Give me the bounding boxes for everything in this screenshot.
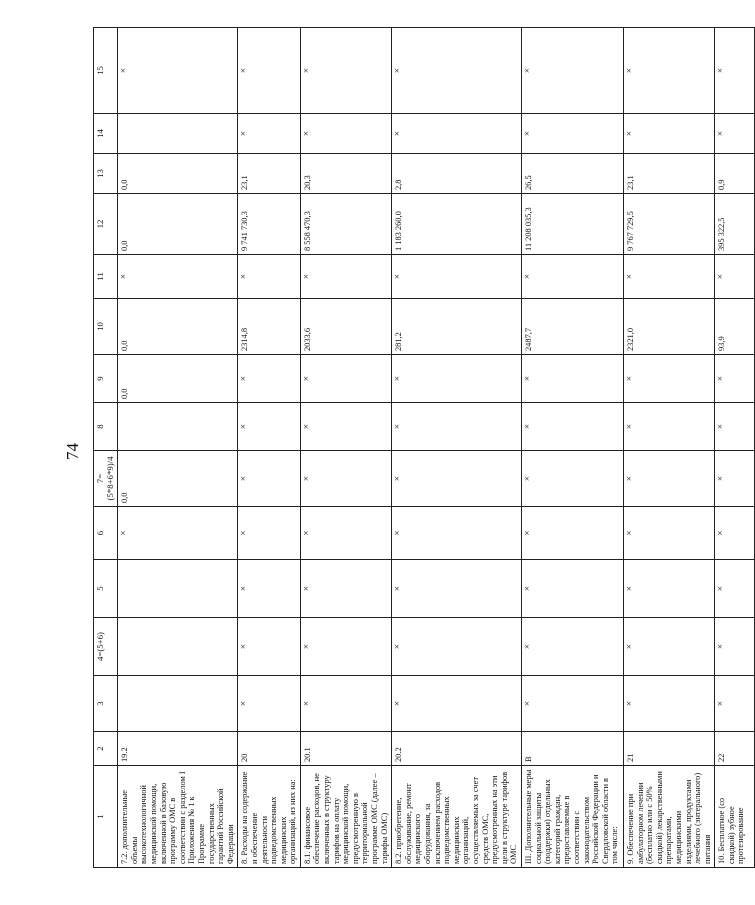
header-cell: 1 xyxy=(94,766,118,868)
row-code: 20.2 xyxy=(392,732,522,766)
cell-c12: 9 741 730,3 xyxy=(238,194,301,255)
row-description: 8.1. финансовое обеспечение расходов, не включенных в структуру тарифов на оплату медицинской помощи, предусмотренную в территориальной программе ОМС (далее – тарифы ОМС) xyxy=(300,766,391,868)
header-cell: 15 xyxy=(94,28,118,114)
header-cell: 11 xyxy=(94,255,118,299)
page-number: 74 xyxy=(63,443,82,461)
cell-c4: × xyxy=(238,618,301,676)
cell-c3: × xyxy=(238,676,301,732)
table-row xyxy=(238,28,301,868)
cell-c13: 2,8 xyxy=(392,154,522,194)
cell-c10: 281,2 xyxy=(392,299,522,355)
cell-c15: × xyxy=(300,28,391,114)
cell-c9: × xyxy=(238,355,301,403)
cell-c4: × xyxy=(392,618,522,676)
cell-c15: × xyxy=(715,28,755,114)
row-code: 21 xyxy=(623,732,714,766)
cell-c15: × xyxy=(238,28,301,114)
cell-c8: × xyxy=(623,403,714,451)
cell-c7: × xyxy=(623,451,714,507)
cell-c7: × xyxy=(715,451,755,507)
cell-c9: × xyxy=(623,355,714,403)
cell-c10: 0,0 xyxy=(118,299,238,355)
cell-c14: × xyxy=(300,114,391,154)
row-code: 19.2 xyxy=(118,732,238,766)
cell-c11: × xyxy=(521,255,623,299)
header-cell: 4=(5+6) xyxy=(94,618,118,676)
cell-c14 xyxy=(118,114,238,154)
cell-c13: 26,5 xyxy=(521,154,623,194)
cell-c5: × xyxy=(715,560,755,618)
header-cell: 13 xyxy=(94,154,118,194)
cell-c6: × xyxy=(392,507,522,560)
cell-c10: 93,9 xyxy=(715,299,755,355)
header-cell: 3 xyxy=(94,676,118,732)
cell-c9: 0,0 xyxy=(118,355,238,403)
cell-c14: × xyxy=(623,114,714,154)
cell-c8 xyxy=(118,403,238,451)
cell-c11: × xyxy=(715,255,755,299)
cell-c15: × xyxy=(521,28,623,114)
cell-c7: × xyxy=(521,451,623,507)
cell-c10: 2487,7 xyxy=(521,299,623,355)
table-row xyxy=(118,28,238,868)
row-code: 20.1 xyxy=(300,732,391,766)
cell-c6: × xyxy=(238,507,301,560)
financing-table xyxy=(93,27,755,868)
cell-c15: × xyxy=(392,28,522,114)
row-code: В xyxy=(521,732,623,766)
cell-c15: × xyxy=(623,28,714,114)
cell-c3: × xyxy=(623,676,714,732)
cell-c11: × xyxy=(118,255,238,299)
cell-c13: 20,3 xyxy=(300,154,391,194)
cell-c13: 0,0 xyxy=(118,154,238,194)
cell-c12: 8 558 470,3 xyxy=(300,194,391,255)
header-cell: 7=(5*8+6*9)/4 xyxy=(94,451,118,507)
header-cell: 10 xyxy=(94,299,118,355)
row-description: 7.2. дополнительные объемы высокотехнологичной медицинской помощи, включенной в базовую программу ОМС в соответствии с разделом I Приложения № 1 к Программе государственных гарантий Российской Федерации xyxy=(118,766,238,868)
cell-c7: × xyxy=(238,451,301,507)
cell-c12: 11 208 035,3 xyxy=(521,194,623,255)
cell-c11: × xyxy=(392,255,522,299)
cell-c10: 2314,8 xyxy=(238,299,301,355)
cell-c8: × xyxy=(392,403,522,451)
cell-c7: × xyxy=(392,451,522,507)
cell-c4: × xyxy=(715,618,755,676)
cell-c14: × xyxy=(238,114,301,154)
cell-c5: × xyxy=(238,560,301,618)
table-row xyxy=(521,28,623,868)
table-row xyxy=(300,28,391,868)
cell-c5: × xyxy=(392,560,522,618)
cell-c9: × xyxy=(715,355,755,403)
cell-c5: × xyxy=(623,560,714,618)
cell-c3: × xyxy=(521,676,623,732)
cell-c14: × xyxy=(521,114,623,154)
cell-c7: 0,0 xyxy=(118,451,238,507)
cell-c9: × xyxy=(300,355,391,403)
cell-c8: × xyxy=(521,403,623,451)
header-cell: 2 xyxy=(94,732,118,766)
cell-c6: × xyxy=(521,507,623,560)
cell-c11: × xyxy=(238,255,301,299)
row-code: 22 xyxy=(715,732,755,766)
cell-c15: × xyxy=(118,28,238,114)
table-row xyxy=(392,28,522,868)
cell-c5: × xyxy=(300,560,391,618)
cell-c12: 0,0 xyxy=(118,194,238,255)
cell-c12: 395 322,5 xyxy=(715,194,755,255)
cell-c12: 1 183 260,0 xyxy=(392,194,522,255)
cell-c13: 23,1 xyxy=(238,154,301,194)
header-cell: 14 xyxy=(94,114,118,154)
cell-c13: 0,9 xyxy=(715,154,755,194)
cell-c9: × xyxy=(392,355,522,403)
row-description: 8.2. приобретение, обслуживание, ремонт медицинского оборудования, за исключением расходов подведомственных медицинских организаций, осуществляемых за счет средств ОМС, предусмотренных на эти цели в структуре тарифов ОМС xyxy=(392,766,522,868)
cell-c4 xyxy=(118,618,238,676)
cell-c3: × xyxy=(300,676,391,732)
cell-c3: × xyxy=(392,676,522,732)
cell-c14: × xyxy=(715,114,755,154)
cell-c8: × xyxy=(300,403,391,451)
cell-c13: 23,1 xyxy=(623,154,714,194)
cell-c10: 2321,0 xyxy=(623,299,714,355)
cell-c4: × xyxy=(521,618,623,676)
cell-c6: × xyxy=(300,507,391,560)
cell-c9: × xyxy=(521,355,623,403)
header-cell: 6 xyxy=(94,507,118,560)
header-row xyxy=(94,28,118,868)
header-cell: 5 xyxy=(94,560,118,618)
cell-c12: 9 767 729,5 xyxy=(623,194,714,255)
cell-c8: × xyxy=(238,403,301,451)
cell-c11: × xyxy=(300,255,391,299)
header-cell: 12 xyxy=(94,194,118,255)
cell-c6: × xyxy=(118,507,238,560)
rotated-table-wrapper xyxy=(93,28,746,868)
cell-c5 xyxy=(118,560,238,618)
row-description: 9. Обеспечение при амбулаторном лечении (бесплатно или с 50% скидкой) лекарственными препаратами, медицинскими изделиями, продуктами лечебного (энтерального) питания xyxy=(623,766,714,868)
cell-c7: × xyxy=(300,451,391,507)
table-body xyxy=(94,28,755,868)
cell-c8: × xyxy=(715,403,755,451)
table-row xyxy=(715,28,755,868)
table-row xyxy=(623,28,714,868)
row-description: 8. Расходы на содержание и обеспечение деятельности подведомственных медицинских организаций, из них на: xyxy=(238,766,301,868)
header-cell: 8 xyxy=(94,403,118,451)
header-cell: 9 xyxy=(94,355,118,403)
cell-c5: × xyxy=(521,560,623,618)
cell-c3 xyxy=(118,676,238,732)
cell-c4: × xyxy=(300,618,391,676)
cell-c3: × xyxy=(715,676,755,732)
cell-c6: × xyxy=(715,507,755,560)
row-code: 20 xyxy=(238,732,301,766)
cell-c10: 2033,6 xyxy=(300,299,391,355)
row-description: 10. Бесплатное (со скидкой) зубное протезирование xyxy=(715,766,755,868)
cell-c6: × xyxy=(623,507,714,560)
cell-c14: × xyxy=(392,114,522,154)
row-description: III. Дополнительные меры социальной защиты (поддержки) отдельных категорий граждан, предоставляемые в соответствии с законодательством Российской Федерации и Свердловской области в том числе: xyxy=(521,766,623,868)
cell-c11: × xyxy=(623,255,714,299)
cell-c4: × xyxy=(623,618,714,676)
